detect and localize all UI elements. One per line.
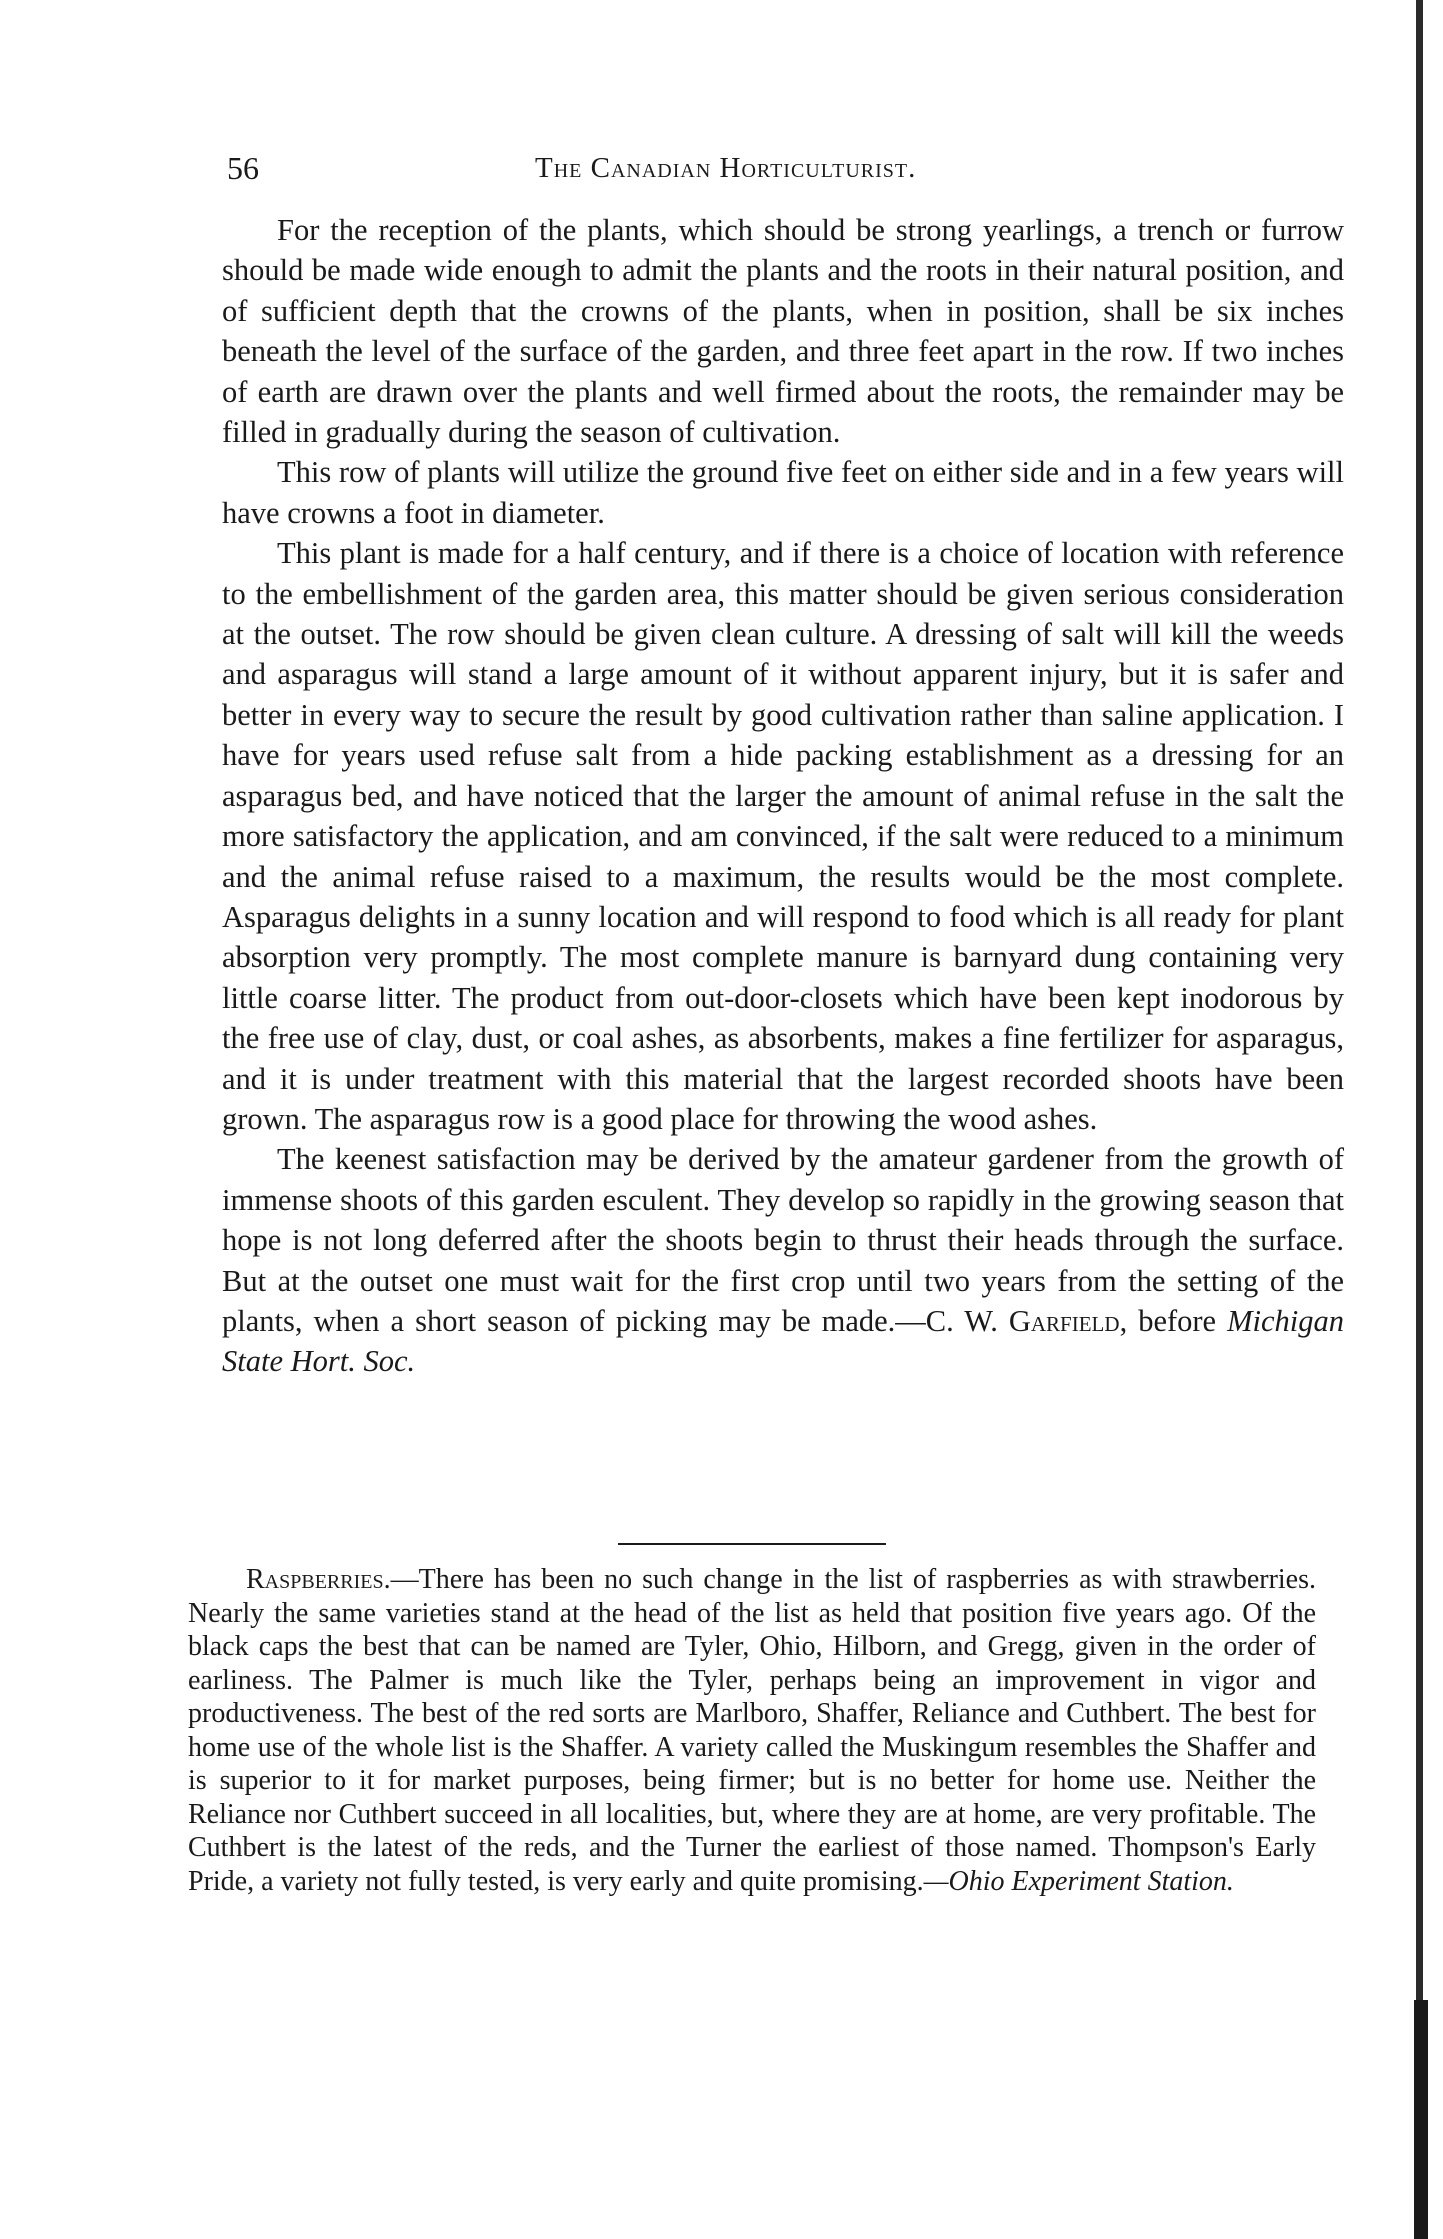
article-paragraph-3: This plant is made for a half century, and if there is a choice of location with reference to the embellishment of the garden area, this matter should be given serious consideration at the outset. The row should be given clean culture. A dressing of salt will kill the weeds and asparagus will stand a large amount of it without apparent injury, but it is safer and better in every way to secure the result by good cultivation rather than saline application. I have for years used refuse salt from a hide packing establishment as a dressing for an asparagus bed, and have noticed that the larger the amount of animal refuse in the salt the more satisfactory the application, and am convinced, if the salt were reduced to a minimum and the animal refuse raised to a maximum, the results would be the most complete. Asparagus delights in a sunny location and will respond to food which is all ready for plant absorption very promptly. The most complete manure is barnyard dung containing very little coarse litter. The product from out-door-closets which have been kept inodorous by the free use of clay, dust, or coal ashes, as absorbents, makes a fine fertilizer for asparagus, and it is under treatment with this material that the largest recorded shoots have been grown. The asparagus row is a good place for throwing the wood ashes. [222,536,1344,1136]
running-title: The Canadian Horticulturist. [535,152,917,184]
raspberries-heading: Raspberries. [246,1564,391,1595]
article-paragraph-4-text: The keenest satisfaction may be derived by the amateur gardener from the growth of immense shoots of this garden esculent. They develop so rapidly in the growing season that hope is not long deferred after the shoots begin to thrust their heads through the surface. But at the outset one must wait for the first crop until two years from the setting of the plants, when a short season of picking may be made.—C. W. [222,1142,1344,1338]
section-divider [618,1543,886,1545]
article-paragraph-2: This row of plants will utilize the ground five feet on either side and in a few years will have crowns a foot in diameter. [222,455,1344,530]
asparagus-article [222,210,1344,1382]
raspberries-note [188,1563,1316,1898]
raspberries-source: —Ohio Experiment Station. [923,1865,1234,1897]
page-number: 56 [227,150,259,186]
article-author: Garfield [1008,1303,1120,1338]
article-before: , before [1119,1303,1228,1338]
page-edge-binding [1414,2000,1428,2239]
page-edge-shadow [1416,0,1423,2239]
page-header [227,150,1342,195]
raspberries-paragraph [188,1563,1316,1898]
article-paragraph-4 [222,1139,1344,1381]
article-paragraph-1: For the reception of the plants, which should be strong yearlings, a trench or furrow should be made wide enough to admit the plants and the roots in their natural position, and of sufficient depth that the crowns of the plants, when in position, shall be six inches beneath the level of the surface of the garden, and three feet apart in the row. If two inches of earth are drawn over the plants and well firmed about the roots, the remainder may be filled in gradually during the season of cultivation. [222,213,1344,450]
article-source: Michigan State Hort. Soc. [222,1303,1344,1379]
raspberries-text: —There has been no such change in the list of raspberries as with strawberries. Nearly the same varieties stand at the head of the list as held that position five years ago. Of the black caps the best that can be named are Tyler, Ohio, Hilborn, and Gregg, given in the order of earliness. The Palmer is much like the Tyler, perhaps being an improvement in vigor and productiveness. The best of the red sorts are Marlboro, Shaffer, Reliance and Cuthbert. The best for home use of the whole list is the Shaffer. A variety called the Muskingum resembles the Shaffer and is superior to it for market purposes, being firmer; but is no better for home use. Neither the Reliance nor Cuthbert succeed in all localities, but, where they are at home, are very profitable. The Cuthbert is the latest of the reds, and the Turner the earliest of those named. Thompson's Early Pride, a variety not fully tested, is very early and quite promising. [188,1564,1316,1897]
